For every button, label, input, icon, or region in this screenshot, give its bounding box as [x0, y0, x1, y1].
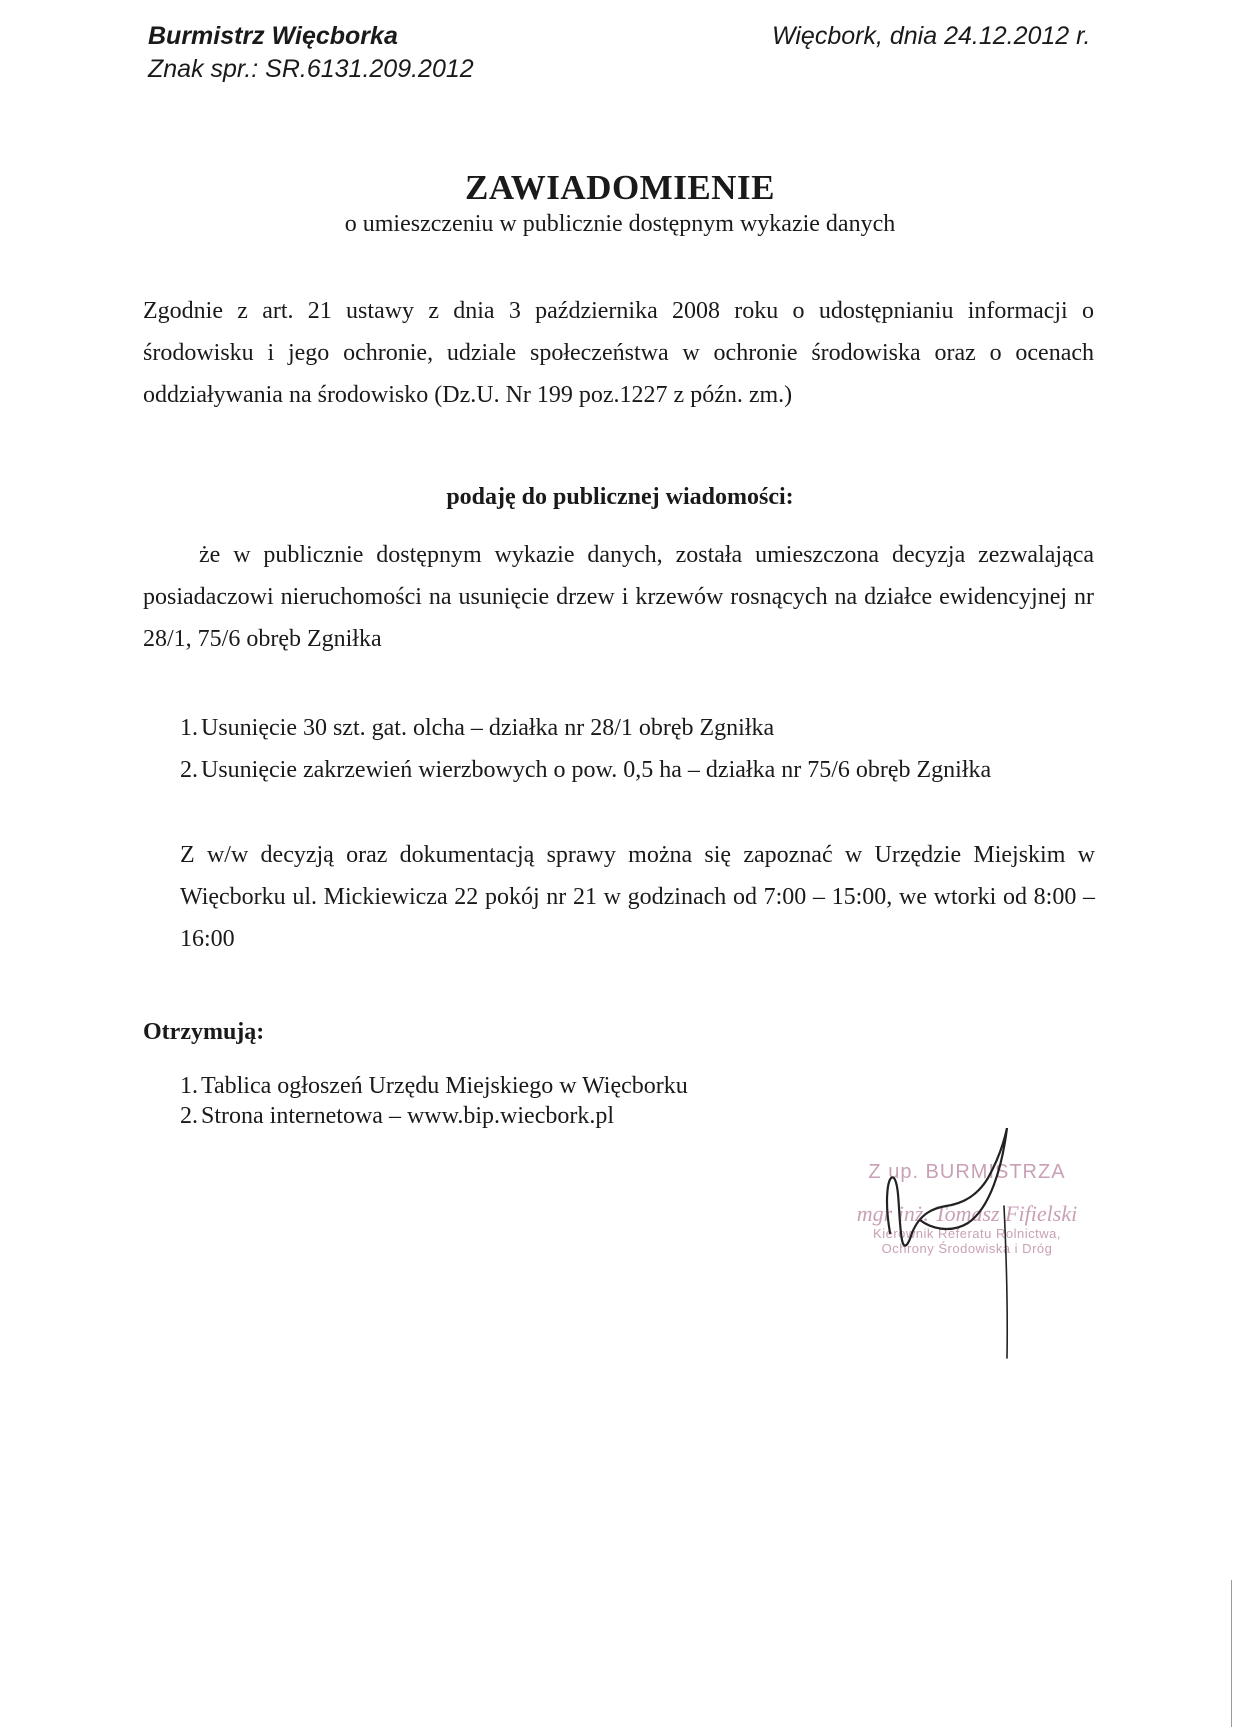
list-item — [180, 1071, 688, 1101]
legal-basis-paragraph: Zgodnie z art. 21 ustawy z dnia 3 października 2008 roku o udostępnianiu informacji o środowisku i jego ochronie, udziale społeczeństwa w ochronie środowiska oraz o ocenach oddziaływania na środowisko (Dz.U. Nr 199 poz.1227 z późn. zm.) — [143, 298, 1094, 408]
case-reference: Znak spr.: SR.6131.209.2012 — [148, 55, 474, 83]
announcement-heading: podaję do publicznej wiadomości: — [446, 484, 794, 510]
recipients-list — [180, 1071, 688, 1131]
list-item — [180, 707, 991, 749]
issuer-name: Burmistrz Więcborka — [148, 22, 398, 50]
letterhead — [148, 20, 474, 86]
item-number: 2. — [180, 757, 198, 783]
stamp-authority-line: Z up. BURMISTRZA — [868, 1161, 1066, 1183]
stamp-position-line: Kierownik Referatu Rolnictwa, — [873, 1226, 1061, 1241]
item-number: 1. — [180, 1073, 198, 1099]
stamp-department-line: Ochrony Środowiska i Dróg — [881, 1241, 1053, 1256]
item-text: Usunięcie zakrzewień wierzbowych o pow. 0,5 ha – działka nr 75/6 obręb Zgniłka — [201, 757, 992, 783]
item-text: Usunięcie 30 szt. gat. olcha – działka nr 28/1 obręb Zgniłka — [201, 715, 775, 741]
place-and-date: Więcbork, dnia 24.12.2012 r. — [772, 22, 1091, 50]
decision-paragraph — [143, 534, 1094, 660]
document-subtitle: o umieszczeniu w publicznie dostępnym wykazie danych — [344, 211, 896, 237]
decision-items-list — [180, 707, 991, 791]
recipients-heading: Otrzymują: — [143, 1019, 265, 1045]
list-item — [180, 1101, 688, 1131]
item-number: 2. — [180, 1103, 198, 1129]
scan-edge-line — [1231, 1580, 1232, 1727]
office-info-paragraph: Z w/w decyzją oraz dokumentacją sprawy można się zapoznać w Urzędzie Miejskim w Więcborku ul. Mickiewicza 22 pokój nr 21 w godzinach od 7:00 – 15:00, we wtorki od 8:00 – 16:00 — [180, 842, 1095, 952]
document-title: ZAWIADOMIENIE — [465, 168, 775, 207]
decision-text: że w publicznie dostępnym wykazie danych, została umieszczona decyzja zezwalająca posiadaczowi nieruchomości na usunięcie drzew i krzewów rosnących na działce ewidencyjnej nr 28/1, 75/6 obręb Zgniłka — [143, 542, 1094, 652]
item-text: Strona internetowa – www.bip.wiecbork.pl — [201, 1103, 615, 1129]
stamp-name-line: mgr inż. Tomasz Fifielski — [856, 1201, 1078, 1226]
item-number: 1. — [180, 715, 198, 741]
handwritten-signature — [880, 1128, 1040, 1368]
list-item — [180, 749, 991, 791]
item-text: Tablica ogłoszeń Urzędu Miejskiego w Więcborku — [201, 1073, 688, 1099]
